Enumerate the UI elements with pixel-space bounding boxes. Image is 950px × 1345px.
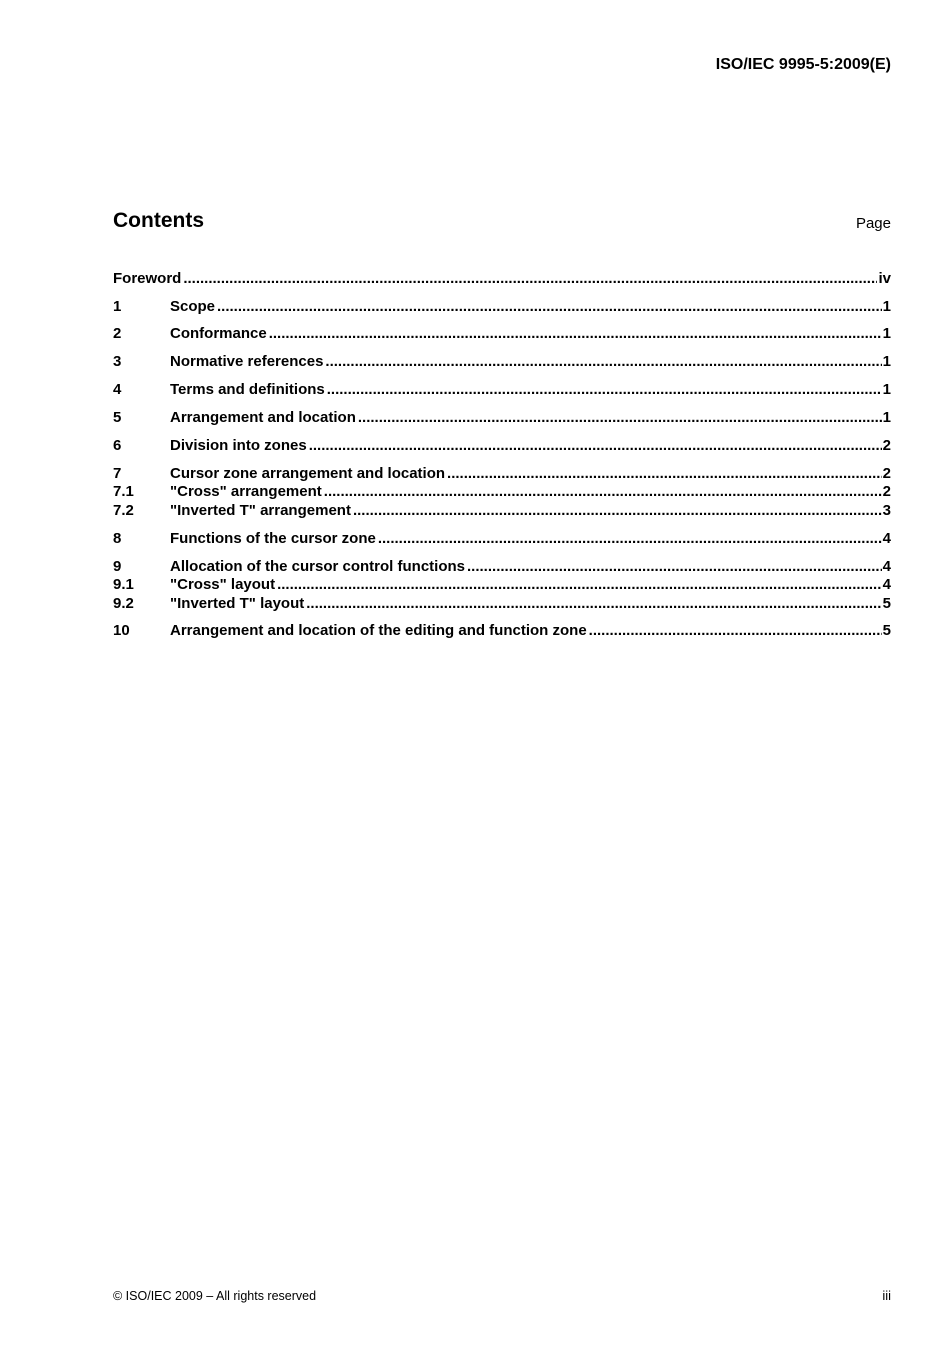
toc-entry[interactable]	[113, 353, 891, 371]
toc-leader-dots	[217, 298, 882, 316]
toc-entry-number: 2	[113, 325, 122, 342]
toc-entry-page: 4	[882, 558, 891, 575]
toc-leader-dots	[309, 437, 882, 455]
toc-entry-number: 5	[113, 409, 122, 426]
toc-entry-page: 1	[882, 409, 891, 426]
toc-entry[interactable]	[113, 576, 891, 594]
document-id: ISO/IEC 9995-5:2009(E)	[715, 56, 891, 73]
toc-entry-page: 2	[882, 483, 891, 500]
toc-entry-page: 4	[882, 530, 891, 547]
toc-entry-title: Cursor zone arrangement and location	[170, 465, 446, 482]
toc-entry-page: 1	[882, 353, 891, 370]
toc-leader-dots	[324, 483, 882, 501]
toc-leader-dots	[306, 595, 881, 613]
toc-entry-number: 7	[113, 465, 122, 482]
toc-entry-number: 7.1	[113, 483, 134, 500]
toc-entry-title: "Cross" arrangement	[170, 483, 322, 500]
toc-entry-title: "Inverted T" layout	[170, 595, 305, 612]
toc-leader-dots	[183, 270, 877, 288]
page-column-label: Page	[855, 215, 891, 232]
toc-entry-number: 6	[113, 437, 122, 454]
toc-entry[interactable]	[113, 409, 891, 427]
toc-leader-dots	[589, 622, 882, 640]
contents-heading: Contents	[113, 209, 204, 232]
toc-entry-foreword[interactable]	[113, 270, 891, 288]
toc-entry-page: 3	[882, 502, 891, 519]
toc-entry-number: 7.2	[113, 502, 134, 519]
toc-entry-title: "Inverted T" arrangement	[170, 502, 351, 519]
toc-entry-title: Terms and definitions	[170, 381, 325, 398]
toc-entry-page: 5	[882, 595, 891, 612]
toc-leader-dots	[358, 409, 882, 427]
toc-entry-number: 8	[113, 530, 122, 547]
toc-entry-title: "Cross" layout	[170, 576, 276, 593]
toc-entry[interactable]	[113, 622, 891, 640]
toc-entry-number: 9	[113, 558, 122, 575]
toc-leader-dots	[325, 353, 881, 371]
toc-entry-number: 9.1	[113, 576, 134, 593]
toc-entry[interactable]	[113, 381, 891, 399]
toc-leader-dots	[269, 325, 882, 343]
toc-entry[interactable]	[113, 298, 891, 316]
toc-entry[interactable]	[113, 325, 891, 343]
toc-leader-dots	[327, 381, 882, 399]
toc-entry-number: 1	[113, 298, 122, 315]
toc-entry-title: Allocation of the cursor control functions	[170, 558, 466, 575]
toc-entry-title: Conformance	[170, 325, 267, 342]
toc-entry-title: Normative references	[170, 353, 324, 370]
toc-entry-page: 1	[882, 298, 891, 315]
toc-entry[interactable]	[113, 530, 891, 548]
toc-leader-dots	[378, 530, 882, 548]
toc-entry-page: 2	[882, 465, 891, 482]
toc-entry-title: Arrangement and location of the editing and function zone	[170, 622, 587, 639]
toc-entry[interactable]	[113, 465, 891, 483]
toc-leader-dots	[447, 465, 882, 483]
toc-entry[interactable]	[113, 558, 891, 576]
footer-copyright: © ISO/IEC 2009 – All rights reserved	[113, 1289, 317, 1303]
toc-entry-number: 3	[113, 353, 122, 370]
toc-entry[interactable]	[113, 502, 891, 520]
toc-entry-number: 9.2	[113, 595, 134, 612]
toc-entry-page: 2	[882, 437, 891, 454]
toc-entry-title: Foreword	[113, 270, 182, 287]
toc-entry-number: 10	[113, 622, 130, 639]
toc-entry-title: Division into zones	[170, 437, 307, 454]
toc-entry-number: 4	[113, 381, 122, 398]
toc-entry-page: 4	[882, 576, 891, 593]
toc-entry-title: Scope	[170, 298, 216, 315]
toc-leader-dots	[353, 502, 882, 520]
footer-page-number: iii	[882, 1288, 891, 1303]
toc-entry-page: 1	[882, 325, 891, 342]
toc-entry[interactable]	[113, 437, 891, 455]
toc-leader-dots	[277, 576, 882, 594]
toc-entry-title: Arrangement and location	[170, 409, 356, 426]
toc-entry-title: Functions of the cursor zone	[170, 530, 376, 547]
toc-leader-dots	[467, 558, 882, 576]
toc-entry[interactable]	[113, 595, 891, 613]
toc-entry-page: 1	[882, 381, 891, 398]
toc-entry-page: iv	[878, 270, 891, 287]
toc-entry-page: 5	[882, 622, 891, 639]
toc-entry[interactable]	[113, 483, 891, 501]
